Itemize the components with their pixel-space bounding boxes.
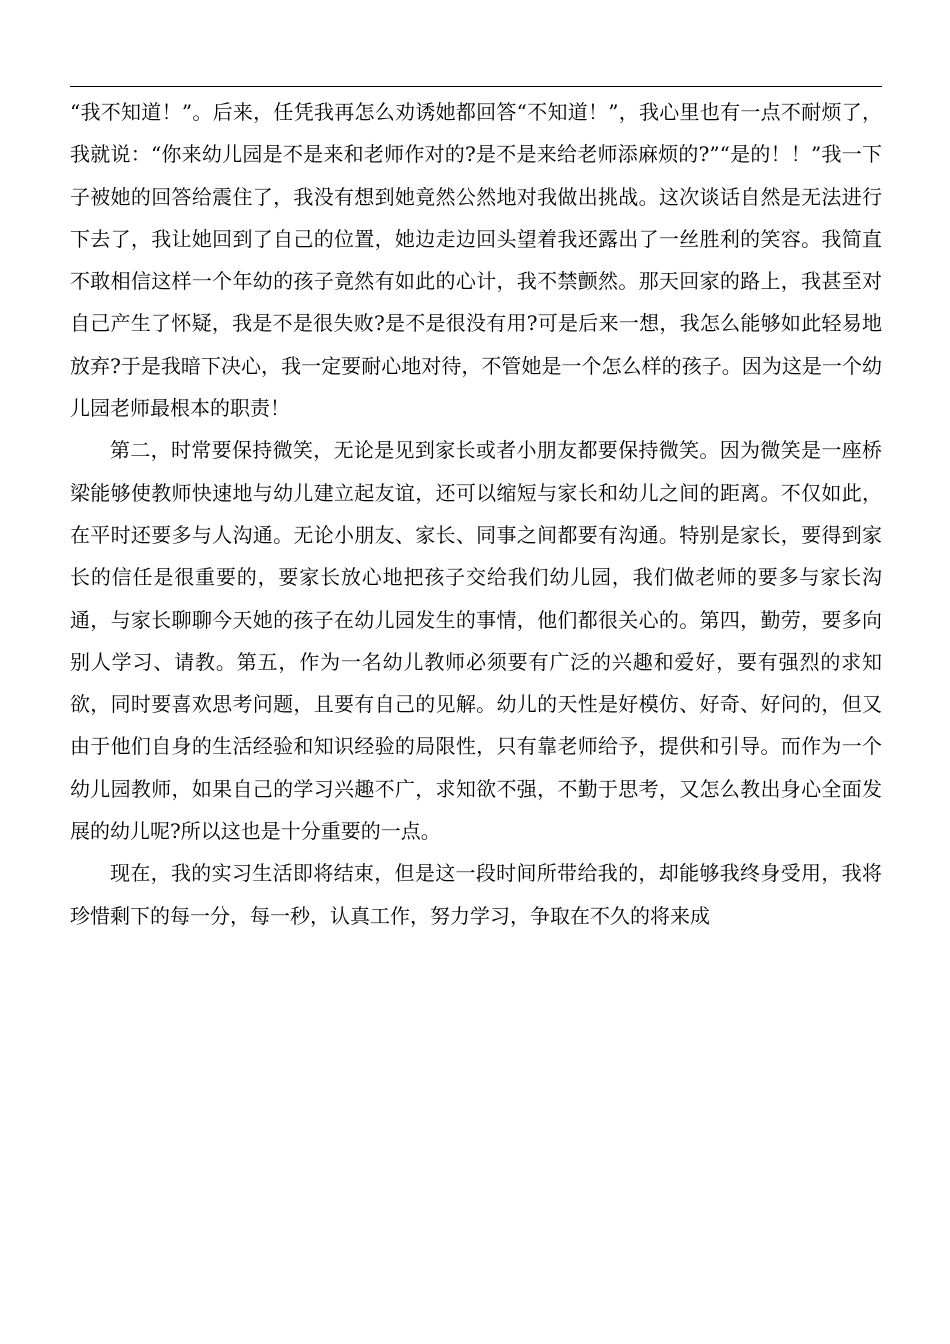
- paragraph-smile-and-communication: 第二，时常要保持微笑，无论是见到家长或者小朋友都要保持微笑。因为微笑是一座桥梁能够使教师快速地与幼儿建立起友谊，还可以缩短与家长和幼儿之间的距离。不仅如此，在平时还要多与人沟通。无论小朋友、家长、同事之间都要有沟通。特别是家长，要得到家长的信任是很重要的，要家长放心地把孩子交给我们幼儿园，我们做老师的要多与家长沟通，与家长聊聊今天她的孩子在幼儿园发生的事情，他们都很关心的。第四，勤劳，要多向别人学习、请教。第五，作为一名幼儿教师必须要有广泛的兴趣和爱好，要有强烈的求知欲，同时要喜欢思考问题，且要有自己的见解。幼儿的天性是好模仿、好奇、好问的，但又由于他们自身的生活经验和知识经验的局限性，只有靠老师给予，提供和引导。而作为一个幼儿园教师，如果自己的学习兴趣不广，求知欲不强，不勤于思考，又怎么教出身心全面发展的幼儿呢?所以这也是十分重要的一点。: [70, 438, 882, 844]
- document-body: [70, 91, 882, 937]
- header-rule: [70, 86, 882, 87]
- paragraph-conclusion: 现在，我的实习生活即将结束，但是这一段时间所带给我的，却能够我终身受用，我将珍惜剩下的每一分，每一秒，认真工作，努力学习，争取在不久的将来成: [70, 861, 882, 928]
- paragraph-continuation: “我不知道！”。后来，任凭我再怎么劝诱她都回答“不知道！”，我心里也有一点不耐烦了，我就说：“你来幼儿园是不是来和老师作对的?是不是来给老师添麻烦的?”“是的！！”我一下子被她的回答给震住了，我没有想到她竟然公然地对我做出挑战。这次谈话自然是无法进行下去了，我让她回到了自己的位置，她边走边回头望着我还露出了一丝胜利的笑容。我简直不敢相信这样一个年幼的孩子竟然有如此的心计，我不禁颤然。那天回家的路上，我甚至对自己产生了怀疑，我是不是很失败?是不是很没有用?可是后来一想，我怎么能够如此轻易地放弃?于是我暗下决心，我一定要耐心地对待，不管她是一个怎么样的孩子。因为这是一个幼儿园老师最根本的职责！: [70, 100, 882, 421]
